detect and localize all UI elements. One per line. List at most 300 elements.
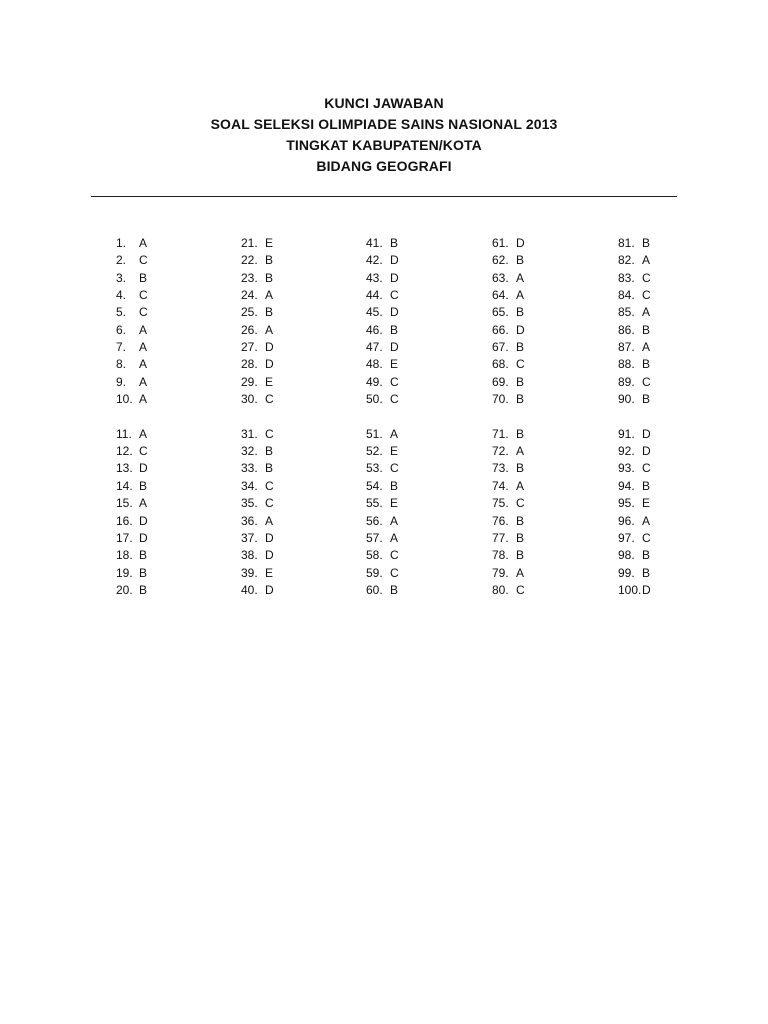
question-number: 84. xyxy=(618,288,635,303)
question-number: 69. xyxy=(492,374,509,389)
answer-item xyxy=(366,530,399,547)
answer-item xyxy=(492,565,525,582)
question-number: 68. xyxy=(492,357,509,372)
answer-item xyxy=(116,374,148,391)
answer-item xyxy=(366,513,399,530)
answer-letter: A xyxy=(516,565,525,580)
answer-letter: D xyxy=(265,530,274,545)
question-number: 71. xyxy=(492,426,509,441)
answer-item xyxy=(116,391,148,408)
answer-letter: B xyxy=(516,253,525,268)
question-number: 43. xyxy=(366,270,383,285)
question-number: 98. xyxy=(618,548,635,563)
answer-item xyxy=(492,356,525,373)
question-number: 88. xyxy=(618,357,635,372)
answer-item xyxy=(366,356,399,373)
question-number: 89. xyxy=(618,374,635,389)
answer-item xyxy=(116,270,148,287)
question-number: 32. xyxy=(241,444,258,459)
answer-letter: D xyxy=(139,461,148,476)
answer-letter: B xyxy=(139,548,148,563)
answer-item xyxy=(492,460,525,477)
answer-column-4 xyxy=(492,235,525,599)
answer-letter: B xyxy=(390,582,399,597)
answer-letter: E xyxy=(390,496,399,511)
answer-item xyxy=(366,426,399,443)
question-number: 65. xyxy=(492,305,509,320)
answer-item xyxy=(241,287,274,304)
answer-item xyxy=(618,304,651,321)
answer-item xyxy=(116,252,148,269)
answer-letter: C xyxy=(390,548,399,563)
answer-letter: B xyxy=(265,444,274,459)
question-number: 3. xyxy=(116,270,127,285)
question-number: 40. xyxy=(241,582,258,597)
answer-item xyxy=(241,426,274,443)
answer-item xyxy=(492,495,525,512)
question-number: 8. xyxy=(116,357,127,372)
question-number: 38. xyxy=(241,548,258,563)
answer-letter: B xyxy=(642,236,651,250)
answer-item xyxy=(116,530,148,547)
answer-item xyxy=(492,339,525,356)
answer-letter: B xyxy=(642,478,651,493)
group-spacer xyxy=(492,408,525,425)
question-number: 81. xyxy=(618,236,635,250)
answer-letter: A xyxy=(139,357,148,372)
answer-item xyxy=(116,582,148,599)
answer-item xyxy=(492,582,525,599)
answer-item xyxy=(492,478,525,495)
question-number: 73. xyxy=(492,461,509,476)
question-number: 53. xyxy=(366,461,383,476)
answer-item xyxy=(492,304,525,321)
answer-column-3 xyxy=(366,235,399,599)
answer-letter: A xyxy=(516,478,525,493)
answer-item xyxy=(116,513,148,530)
title-soal-seleksi: SOAL SELEKSI OLIMPIADE SAINS NASIONAL 2013 xyxy=(210,116,558,132)
answer-item xyxy=(366,339,399,356)
question-number: 87. xyxy=(618,340,635,355)
answer-letter: E xyxy=(265,374,274,389)
question-number: 33. xyxy=(241,461,258,476)
question-number: 91. xyxy=(618,426,635,441)
answer-item xyxy=(116,565,148,582)
question-number: 96. xyxy=(618,513,635,528)
answer-letter: B xyxy=(516,461,525,476)
question-number: 44. xyxy=(366,288,383,303)
answer-item xyxy=(618,235,651,252)
answer-letter: A xyxy=(139,374,148,389)
answer-item xyxy=(366,287,399,304)
answer-letter: C xyxy=(265,478,274,493)
answer-letter: D xyxy=(390,305,399,320)
question-number: 9. xyxy=(116,374,127,389)
question-number: 7. xyxy=(116,340,127,355)
answer-item xyxy=(116,495,148,512)
answer-letter: D xyxy=(642,426,651,441)
answer-letter: C xyxy=(390,461,399,476)
question-number: 46. xyxy=(366,322,383,337)
question-number: 79. xyxy=(492,565,509,580)
answer-letter: C xyxy=(642,288,651,303)
question-number: 48. xyxy=(366,357,383,372)
answer-item xyxy=(366,270,399,287)
title-tingkat: TINGKAT KABUPATEN/KOTA xyxy=(286,137,482,153)
answer-letter: A xyxy=(139,496,148,511)
title-bidang: BIDANG GEOGRAFI xyxy=(316,158,452,174)
answer-item xyxy=(492,426,525,443)
answer-item xyxy=(241,391,274,408)
answer-letter: B xyxy=(516,426,525,441)
question-number: 24. xyxy=(241,288,258,303)
group-spacer xyxy=(241,408,274,425)
answer-letter: B xyxy=(516,374,525,389)
answer-letter: E xyxy=(265,236,274,250)
answer-letter: B xyxy=(516,305,525,320)
answer-item xyxy=(492,235,525,252)
answer-letter: A xyxy=(265,322,274,337)
question-number: 20. xyxy=(116,582,133,597)
question-number: 42. xyxy=(366,253,383,268)
answer-letter: C xyxy=(265,426,274,441)
answer-letter: A xyxy=(516,444,525,459)
answer-item xyxy=(618,547,651,564)
answer-letter: B xyxy=(139,582,148,597)
answer-item xyxy=(366,374,399,391)
question-number: 55. xyxy=(366,496,383,511)
answer-item xyxy=(241,565,274,582)
question-number: 76. xyxy=(492,513,509,528)
answer-item xyxy=(618,460,651,477)
answer-letter: B xyxy=(390,478,399,493)
answer-letter: B xyxy=(265,270,274,285)
answer-item xyxy=(618,478,651,495)
answer-item xyxy=(618,565,651,582)
answer-item xyxy=(492,547,525,564)
answer-item xyxy=(366,547,399,564)
answer-item xyxy=(241,530,274,547)
answer-item xyxy=(116,478,148,495)
answer-letter: B xyxy=(516,392,525,407)
question-number: 17. xyxy=(116,530,133,545)
answer-item xyxy=(241,270,274,287)
answer-item xyxy=(618,530,651,547)
answer-letter: B xyxy=(265,305,274,320)
answer-letter: B xyxy=(642,392,651,407)
answer-item xyxy=(241,339,274,356)
question-number: 72. xyxy=(492,444,509,459)
question-number: 95. xyxy=(618,496,635,511)
answer-item xyxy=(618,322,651,339)
question-number: 45. xyxy=(366,305,383,320)
answer-column-1 xyxy=(116,235,148,599)
answer-letter: C xyxy=(265,496,274,511)
answer-letter: D xyxy=(516,322,525,337)
answer-item xyxy=(116,322,148,339)
question-number: 64. xyxy=(492,288,509,303)
question-number: 99. xyxy=(618,565,635,580)
question-number: 34. xyxy=(241,478,258,493)
answer-letter: A xyxy=(516,288,525,303)
question-number: 57. xyxy=(366,530,383,545)
answer-letter: B xyxy=(642,357,651,372)
question-number: 6. xyxy=(116,322,127,337)
question-number: 82. xyxy=(618,253,635,268)
answer-letter: A xyxy=(139,426,148,441)
answer-item xyxy=(241,582,274,599)
question-number: 58. xyxy=(366,548,383,563)
answer-letter: A xyxy=(642,513,651,528)
question-number: 10. xyxy=(116,392,133,407)
answer-letter: C xyxy=(516,496,525,511)
answer-item xyxy=(241,460,274,477)
answer-item xyxy=(366,478,399,495)
question-number: 67. xyxy=(492,340,509,355)
answer-letter: A xyxy=(265,513,274,528)
question-number: 94. xyxy=(618,478,635,493)
answer-item xyxy=(241,513,274,530)
answer-item xyxy=(366,582,399,599)
question-number: 13. xyxy=(116,461,133,476)
question-number: 66. xyxy=(492,322,509,337)
question-number: 90. xyxy=(618,392,635,407)
question-number: 77. xyxy=(492,530,509,545)
question-number: 54. xyxy=(366,478,383,493)
question-number: 11. xyxy=(116,426,132,441)
question-number: 5. xyxy=(116,305,127,320)
question-number: 14. xyxy=(116,478,133,493)
answer-item xyxy=(618,374,651,391)
answer-item xyxy=(241,443,274,460)
question-number: 26. xyxy=(241,322,258,337)
answer-item xyxy=(366,391,399,408)
question-number: 80. xyxy=(492,582,509,597)
answer-item xyxy=(241,547,274,564)
answer-letter: D xyxy=(642,582,651,597)
question-number: 29. xyxy=(241,374,258,389)
answer-letter: C xyxy=(642,461,651,476)
question-number: 74. xyxy=(492,478,509,493)
question-number: 49. xyxy=(366,374,383,389)
question-number: 30. xyxy=(241,392,258,407)
answer-letter: C xyxy=(516,582,525,597)
answer-letter: B xyxy=(516,340,525,355)
answer-item xyxy=(366,322,399,339)
answer-item xyxy=(241,495,274,512)
question-number: 86. xyxy=(618,322,635,337)
question-number: 92. xyxy=(618,444,635,459)
answer-letter: C xyxy=(516,357,525,372)
answer-item xyxy=(116,339,148,356)
question-number: 100. xyxy=(618,582,642,597)
question-number: 56. xyxy=(366,513,383,528)
answer-item xyxy=(366,565,399,582)
question-number: 36. xyxy=(241,513,258,528)
answer-item xyxy=(116,287,148,304)
answer-letter: B xyxy=(642,565,651,580)
question-number: 59. xyxy=(366,565,383,580)
answer-letter: C xyxy=(139,253,148,268)
group-spacer xyxy=(618,408,651,425)
answer-item xyxy=(116,460,148,477)
answer-letter: D xyxy=(139,513,148,528)
answer-letter: A xyxy=(642,253,651,268)
question-number: 28. xyxy=(241,357,258,372)
answer-letter: C xyxy=(139,444,148,459)
answer-column-2 xyxy=(241,235,274,599)
answer-letter: C xyxy=(642,374,651,389)
answer-letter: A xyxy=(265,288,274,303)
answer-letter: E xyxy=(642,496,651,511)
answer-item xyxy=(618,426,651,443)
answer-letter: A xyxy=(139,236,148,250)
question-number: 16. xyxy=(116,513,133,528)
answer-item xyxy=(492,374,525,391)
answer-item xyxy=(366,460,399,477)
answer-item xyxy=(492,513,525,530)
answer-letter: B xyxy=(516,548,525,563)
question-number: 85. xyxy=(618,305,635,320)
answer-letter: E xyxy=(390,444,399,459)
answer-item xyxy=(492,287,525,304)
answer-letter: D xyxy=(265,357,274,372)
question-number: 78. xyxy=(492,548,509,563)
answer-letter: B xyxy=(516,513,525,528)
question-number: 70. xyxy=(492,392,509,407)
answer-letter: C xyxy=(390,288,399,303)
answer-letter: D xyxy=(390,340,399,355)
answer-item xyxy=(492,270,525,287)
answer-letter: A xyxy=(642,305,651,320)
answer-letter: E xyxy=(265,565,274,580)
answer-letter: A xyxy=(139,340,148,355)
answer-letter: C xyxy=(390,392,399,407)
answer-item xyxy=(116,547,148,564)
question-number: 51. xyxy=(366,426,383,441)
answer-letter: D xyxy=(265,548,274,563)
answer-item xyxy=(618,495,651,512)
answer-letter: B xyxy=(139,478,148,493)
group-spacer xyxy=(116,408,148,425)
question-number: 75. xyxy=(492,496,509,511)
answer-letter: D xyxy=(516,236,525,250)
answer-item xyxy=(366,443,399,460)
answer-item xyxy=(241,304,274,321)
answer-item xyxy=(116,304,148,321)
answer-item xyxy=(492,391,525,408)
question-number: 15. xyxy=(116,496,133,511)
answer-letter: C xyxy=(390,565,399,580)
group-spacer xyxy=(366,408,399,425)
answer-item xyxy=(492,530,525,547)
question-number: 47. xyxy=(366,340,383,355)
question-number: 39. xyxy=(241,565,258,580)
answer-letter: D xyxy=(390,270,399,285)
answer-item xyxy=(492,443,525,460)
answer-item xyxy=(116,356,148,373)
question-number: 4. xyxy=(116,288,127,303)
question-number: 62. xyxy=(492,253,509,268)
question-number: 61. xyxy=(492,236,509,250)
question-number: 63. xyxy=(492,270,509,285)
question-number: 18. xyxy=(116,548,133,563)
answer-letter: D xyxy=(265,582,274,597)
question-number: 97. xyxy=(618,530,635,545)
question-number: 22. xyxy=(241,253,258,268)
question-number: 37. xyxy=(241,530,258,545)
answer-letter: D xyxy=(390,253,399,268)
header-divider xyxy=(91,196,677,197)
question-number: 27. xyxy=(241,340,258,355)
question-number: 50. xyxy=(366,392,383,407)
answer-item xyxy=(366,304,399,321)
question-number: 2. xyxy=(116,253,127,268)
answer-item xyxy=(366,495,399,512)
answer-letter: D xyxy=(265,340,274,355)
answer-item xyxy=(241,356,274,373)
answer-item xyxy=(366,252,399,269)
answer-item xyxy=(492,252,525,269)
answer-letter: A xyxy=(139,392,148,407)
answer-item xyxy=(241,322,274,339)
question-number: 25. xyxy=(241,305,258,320)
answer-column-5 xyxy=(618,235,651,599)
title-kunci-jawaban: KUNCI JAWABAN xyxy=(324,95,444,111)
answer-item xyxy=(241,252,274,269)
question-number: 1. xyxy=(116,236,127,250)
answer-item xyxy=(241,478,274,495)
answer-letter: B xyxy=(642,322,651,337)
answer-item xyxy=(618,443,651,460)
answer-letter: C xyxy=(642,530,651,545)
answer-item xyxy=(492,322,525,339)
question-number: 12. xyxy=(116,444,133,459)
answer-item xyxy=(618,252,651,269)
question-number: 41. xyxy=(366,236,383,250)
answer-letter: A xyxy=(390,513,399,528)
answer-item xyxy=(366,235,399,252)
answer-item xyxy=(618,582,651,599)
answer-item xyxy=(116,235,148,252)
answer-letter: B xyxy=(139,270,148,285)
answer-letter: A xyxy=(516,270,525,285)
question-number: 52. xyxy=(366,444,383,459)
document-header xyxy=(0,93,768,177)
answer-letter: B xyxy=(390,236,399,250)
answer-item xyxy=(618,287,651,304)
answer-item xyxy=(618,513,651,530)
answer-letter: A xyxy=(390,530,399,545)
answer-item xyxy=(241,235,274,252)
answer-letter: D xyxy=(642,444,651,459)
answer-item xyxy=(618,391,651,408)
question-number: 35. xyxy=(241,496,258,511)
answer-letter: C xyxy=(390,374,399,389)
answer-letter: B xyxy=(642,548,651,563)
answer-letter: C xyxy=(139,288,148,303)
answer-item xyxy=(618,270,651,287)
answer-letter: B xyxy=(139,565,148,580)
question-number: 93. xyxy=(618,461,635,476)
answer-item xyxy=(116,426,148,443)
answer-letter: B xyxy=(265,461,274,476)
answer-letter: B xyxy=(516,530,525,545)
question-number: 21. xyxy=(241,236,258,250)
question-number: 19. xyxy=(116,565,133,580)
answer-item xyxy=(116,443,148,460)
answer-letter: B xyxy=(265,253,274,268)
